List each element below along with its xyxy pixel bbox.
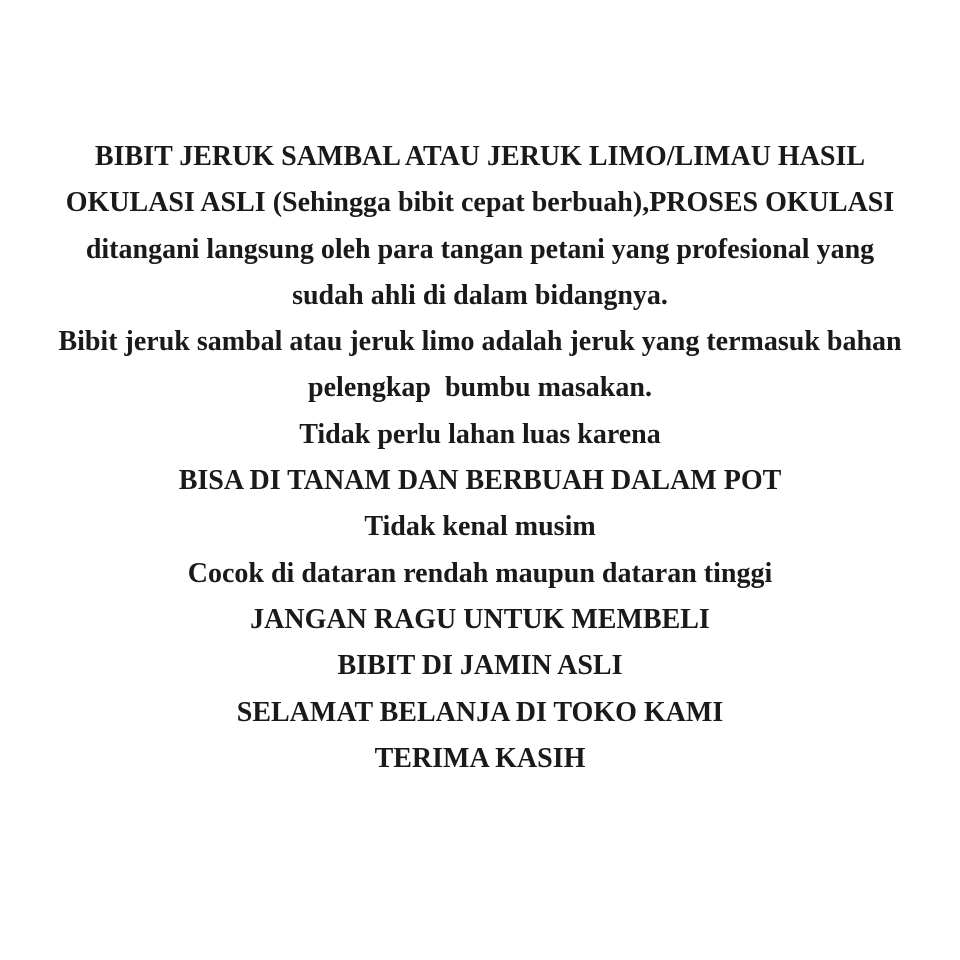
description-line-12: BIBIT DI JAMIN ASLI bbox=[337, 650, 623, 682]
description-line-9: Tidak kenal musim bbox=[364, 511, 596, 543]
description-line-10: Cocok di dataran rendah maupun dataran tinggi bbox=[187, 557, 773, 589]
description-line-5: Bibit jeruk sambal atau jeruk limo adalah jeruk yang termasuk bahan bbox=[58, 326, 902, 358]
description-line-8: BISA DI TANAM DAN BERBUAH DALAM POT bbox=[178, 465, 782, 497]
description-line-13: SELAMAT BELANJA DI TOKO KAMI bbox=[236, 696, 724, 728]
description-line-7: Tidak perlu lahan luas karena bbox=[299, 418, 661, 450]
description-line-3: ditangani langsung oleh para tangan petani yang profesional yang bbox=[85, 233, 875, 265]
description-line-6: pelengkap bumbu masakan. bbox=[308, 372, 652, 404]
product-description bbox=[0, 134, 960, 782]
description-line-title-2: OKULASI ASLI (Sehingga bibit cepat berbuah),PROSES OKULASI bbox=[65, 187, 895, 219]
description-line-4: sudah ahli di dalam bidangnya. bbox=[292, 279, 668, 311]
description-line-title-1: BIBIT JERUK SAMBAL ATAU JERUK LIMO/LIMAU HASIL bbox=[94, 141, 866, 172]
description-line-14: TERIMA KASIH bbox=[374, 742, 586, 774]
description-line-11: JANGAN RAGU UNTUK MEMBELI bbox=[250, 603, 710, 635]
